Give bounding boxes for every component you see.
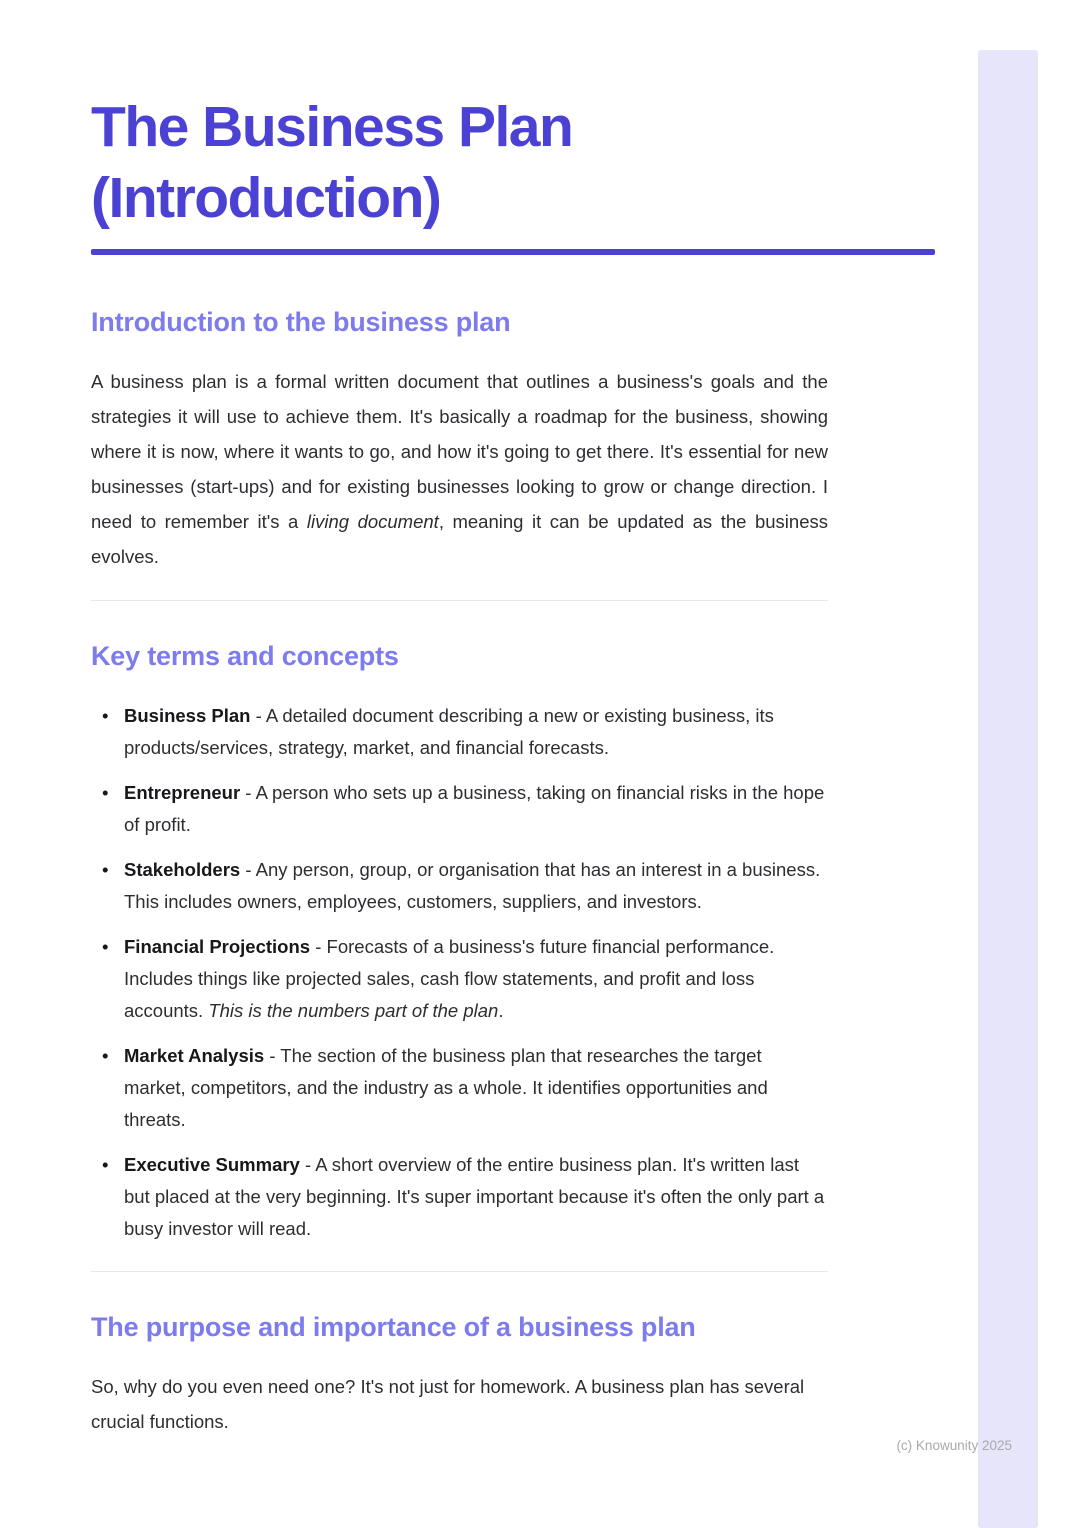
section-heading-purpose: The purpose and importance of a business plan	[91, 1311, 696, 1342]
intro-text-part2: , meaning it can be updated as the business evolves.	[91, 510, 828, 567]
intro-text-part1: A business plan is a formal written document that outlines a business's goals and the strategies it will use to achieve them. It's basically a roadmap for the business, showing where it is now, where it wants to go, and how it's going to get there. It's essential for new businesses (start-ups) and for existing businesses looking to grow or change direction. I need to remember it's a	[91, 370, 828, 532]
term-label: Entrepreneur	[124, 781, 241, 803]
term-definition-tail: .	[498, 999, 504, 1021]
page-title: The Business Plan (Introduction)	[91, 95, 573, 231]
section-heading-key-terms: Key terms and concepts	[91, 640, 399, 671]
term-definition-italic-note: This is the numbers part of the plan	[208, 999, 499, 1021]
term-definition: Any person, group, or organisation that has an interest in a business. This includes owners, employees, customers, suppliers, and investors.	[124, 858, 821, 912]
copyright-footer: (c) Knowunity 2025	[896, 1438, 1012, 1453]
term-label: Financial Projections	[124, 935, 311, 957]
term-separator: -	[240, 781, 256, 803]
document-content	[91, 92, 828, 1439]
key-terms-list	[91, 700, 828, 1245]
section-divider	[91, 600, 828, 601]
list-item-business-plan	[91, 700, 828, 764]
term-definition: A person who sets up a business, taking on financial risks in the hope of profit.	[124, 781, 825, 835]
list-item-market-analysis	[91, 1040, 828, 1136]
term-separator: -	[299, 1153, 316, 1175]
list-item-executive-summary	[91, 1149, 828, 1245]
list-item-stakeholders	[91, 854, 828, 918]
list-item-financial-projections	[91, 931, 828, 1027]
term-definition: The section of the business plan that researches the target market, competitors, and the industry as a whole. It identifies opportunities and threats.	[124, 1044, 768, 1130]
term-definition: Forecasts of a business's future financial performance. Includes things like projected sales, cash flow statements, and profit and loss accounts.	[124, 935, 775, 1021]
list-item-entrepreneur	[91, 777, 828, 841]
introduction-paragraph	[91, 364, 828, 574]
term-separator: -	[264, 1044, 281, 1066]
section-heading-introduction: Introduction to the business plan	[91, 306, 511, 337]
term-definition: A short overview of the entire business plan. It's written last but placed at the very beginning. It's super important because it's often the only part a busy investor will read.	[124, 1153, 825, 1239]
term-definition: A detailed document describing a new or existing business, its products/services, strategy, market, and financial forecasts.	[124, 704, 774, 758]
term-separator: -	[250, 704, 266, 726]
section-divider	[91, 1271, 828, 1272]
term-label: Stakeholders	[124, 858, 241, 880]
side-decoration-bar	[978, 50, 1038, 1528]
term-label: Market Analysis	[124, 1044, 265, 1066]
term-label: Business Plan	[124, 704, 251, 726]
purpose-paragraph: So, why do you even need one? It's not just for homework. A business plan has several crucial functions.	[91, 1375, 805, 1432]
term-separator: -	[310, 935, 327, 957]
term-separator: -	[240, 858, 256, 880]
title-divider-rule	[91, 249, 935, 255]
term-label: Executive Summary	[124, 1153, 300, 1175]
intro-text-italic: living document	[306, 510, 439, 532]
